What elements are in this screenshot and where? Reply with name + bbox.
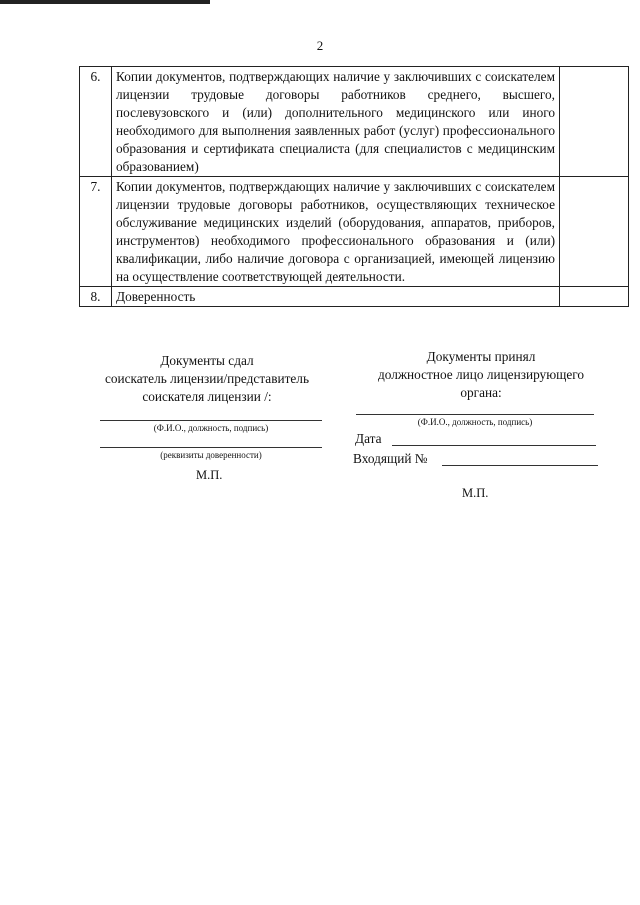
table-row <box>80 177 629 287</box>
row-empty-cell <box>560 177 629 287</box>
incoming-number-line <box>442 465 598 466</box>
submitter-heading-line: Документы сдал <box>160 353 254 368</box>
submitter-heading-line: соискатель лицензии/представитель <box>104 371 310 386</box>
submitter-signature-line <box>100 420 322 421</box>
row-text: Копии документов, подтверждающих наличие у заключивших с соискателем лицензии трудовые договоры работников среднего, высшего, послевузовского и (или) дополнительного медицинского или иного необходимого для выполнения заявленных работ (услуг) профессионального образования и сертификата специалиста (для специалистов с медицинским образованием) <box>112 67 560 177</box>
submitter-heading-line: соискателя лицензии /: <box>142 389 272 404</box>
receiver-heading-line: органа: <box>460 385 502 400</box>
submitter-heading <box>72 352 342 406</box>
row-number: 7. <box>80 177 112 287</box>
page-number: 2 <box>316 38 324 53</box>
submitter-stamp-label: М.П. <box>196 468 223 482</box>
date-line <box>392 445 596 446</box>
receiver-signature-caption: (Ф.И.О., должность, подпись) <box>417 417 533 427</box>
scan-edge-bar <box>0 0 210 4</box>
receiver-heading-line: должностное лицо лицензирующего <box>377 367 585 382</box>
documents-table <box>79 66 629 307</box>
power-of-attorney-caption: (реквизиты доверенности) <box>160 450 262 460</box>
incoming-number-label: Входящий № <box>353 451 428 466</box>
receiver-stamp-label: М.П. <box>462 486 489 500</box>
receiver-heading-line: Документы принял <box>426 349 536 364</box>
row-number: 6. <box>80 67 112 177</box>
row-text: Копии документов, подтверждающих наличие у заключивших с соискателем лицензии трудовые договоры работников, осуществляющих техническое обслуживание медицинских изделий (оборудования, аппаратов, приборов, инструментов) необходимого профессионального образования и (или) квалификации, либо наличие договора с организацией, имеющей лицензию на осуществление соответствующей деятельности. <box>112 177 560 287</box>
row-number: 8. <box>80 287 112 307</box>
row-empty-cell <box>560 67 629 177</box>
power-of-attorney-line <box>100 447 322 448</box>
table-row <box>80 287 629 307</box>
row-empty-cell <box>560 287 629 307</box>
receiver-heading <box>350 348 612 402</box>
submitter-signature-caption: (Ф.И.О., должность, подпись) <box>153 423 269 433</box>
row-text: Доверенность <box>112 287 560 307</box>
date-label: Дата <box>355 431 382 446</box>
receiver-signature-line <box>356 414 594 415</box>
table-row <box>80 67 629 177</box>
